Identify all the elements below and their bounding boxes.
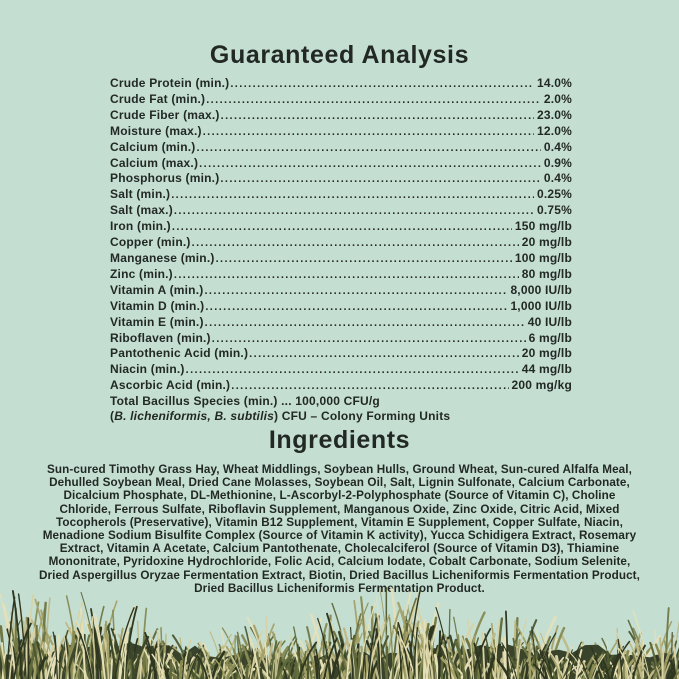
analysis-value: 12.0% (536, 123, 572, 138)
analysis-nutrient-label: Crude Protein (min.) (110, 76, 230, 90)
analysis-row (110, 362, 572, 378)
analysis-value: 8,000 IU/lb (510, 282, 572, 297)
analysis-value: 44 mg/lb (521, 362, 572, 377)
dot-leader (230, 76, 534, 92)
dot-leader (174, 203, 534, 219)
analysis-value: 23.0% (536, 107, 572, 122)
guaranteed-analysis-block (110, 76, 572, 424)
analysis-row (110, 299, 572, 315)
analysis-nutrient-label: Copper (min.) (110, 235, 191, 250)
analysis-nutrient-label: Niacin (min.) (110, 362, 185, 377)
analysis-nutrient-label: Vitamin E (min.) (110, 314, 204, 329)
dot-leader (205, 299, 507, 315)
analysis-row (110, 92, 572, 108)
dot-leader (231, 378, 508, 394)
analysis-nutrient-label: Iron (min.) (110, 219, 171, 234)
ingredients-text: Sun-cured Timothy Grass Hay, Wheat Middlings, Soybean Hulls, Ground Wheat, Sun-cured Alfalfa Meal, Dehulled Soybean Meal, Dried Cane Molasses, Soybean Oil, Salt, Lignin Sulfonate, Calcium Carbonate, Dicalcium Phosphate, DL-Methionine, L-Ascorbyl-2-Polyphosphate (Source of Vitamin C), Choline Chloride, Ferrous Sulfate, Riboflavin Supplement, Manganous Oxide, Zinc Oxide, Citric Acid, Mixed Tocopherols (Preservative), Vitamin B12 Supplement, Vitamin E Supplement, Copper Sulfate, Niacin, Menadione Sodium Bisulfite Complex (Source of Vitamin K activity), Yucca Schidigera Extract, Rosemary Extract, Vitamin A Acetate, Calcium Pantothenate, Cholecalciferol (Source of Vitamin D3), Thiamine Mononitrate, Pyridoxine Hydrochloride, Folic Acid, Calcium Iodate, Cobalt Carbonate, Sodium Selenite, Dried Aspergillus Oryzae Fermentation Extract, Biotin, Dried Bacillus Licheniformis Fermentation Product, Dried Bacillus Licheniformis Fermentation Product. (38, 463, 641, 595)
grass-svg (0, 587, 679, 679)
grass-photo (0, 587, 679, 679)
total-bacillus-line: Total Bacillus Species (min.) ... 100,000 CFU/g (110, 394, 380, 409)
analysis-value: 0.4% (543, 139, 572, 154)
analysis-value: 1,000 IU/lb (510, 298, 572, 313)
analysis-row (110, 283, 572, 299)
analysis-value: 0.9% (543, 155, 572, 170)
analysis-value: 14.0% (536, 76, 572, 90)
analysis-value: 20 mg/lb (521, 346, 572, 361)
dot-leader (196, 140, 540, 156)
dot-leader (192, 235, 519, 251)
analysis-value: 150 mg/lb (514, 219, 572, 234)
analysis-nutrient-label: Riboflaven (min.) (110, 330, 211, 345)
analysis-nutrient-label: Calcium (min.) (110, 139, 196, 154)
analysis-row (110, 346, 572, 362)
analysis-nutrient-label: Manganese (min.) (110, 250, 215, 265)
analysis-nutrient-label: Crude Fiber (max.) (110, 107, 220, 122)
analysis-row (110, 331, 572, 347)
analysis-row (110, 76, 572, 92)
analysis-nutrient-label: Phosphorus (min.) (110, 171, 220, 186)
analysis-value: 0.75% (536, 203, 572, 218)
dot-leader (221, 108, 534, 124)
analysis-value: 20 mg/lb (521, 235, 572, 250)
analysis-row (110, 108, 572, 124)
analysis-row (110, 156, 572, 172)
analysis-nutrient-label: Calcium (max.) (110, 155, 199, 170)
analysis-nutrient-label: Pantothenic Acid (min.) (110, 346, 249, 361)
analysis-row (110, 187, 572, 203)
bacillus-species-italic: B. licheniformis, B. subtilis (114, 409, 275, 424)
analysis-value: 6 mg/lb (528, 330, 572, 345)
analysis-row (110, 124, 572, 140)
analysis-row (110, 140, 572, 156)
dot-leader (204, 283, 507, 299)
analysis-nutrient-label: Vitamin A (min.) (110, 282, 204, 297)
analysis-row (110, 267, 572, 283)
analysis-nutrient-label: Moisture (max.) (110, 123, 202, 138)
analysis-value: 200 mg/kg (511, 378, 572, 393)
cfu-note-line (110, 409, 572, 424)
analysis-row (110, 251, 572, 267)
analysis-nutrient-label: Vitamin D (min.) (110, 298, 205, 313)
analysis-value: 2.0% (543, 91, 572, 106)
analysis-row (110, 219, 572, 235)
cfu-note-suffix: ) CFU – Colony Forming Units (274, 409, 451, 424)
dot-leader (172, 219, 512, 235)
cfu-note-prefix: ( (110, 409, 115, 424)
dot-leader (199, 156, 541, 172)
analysis-value: 0.4% (543, 171, 572, 186)
analysis-row (110, 378, 572, 394)
dot-leader (186, 362, 519, 378)
dot-leader (212, 331, 526, 347)
analysis-row (110, 315, 572, 331)
analysis-value: 0.25% (536, 187, 572, 202)
analysis-value: 40 IU/lb (527, 314, 572, 329)
analysis-nutrient-label: Salt (max.) (110, 203, 173, 218)
dot-leader (171, 187, 534, 203)
analysis-row (110, 171, 572, 187)
analysis-nutrient-label: Salt (min.) (110, 187, 171, 202)
analysis-nutrient-label: Crude Fat (min.) (110, 91, 206, 106)
analysis-nutrient-label: Ascorbic Acid (min.) (110, 378, 231, 393)
dot-leader (216, 251, 512, 267)
guaranteed-analysis-table (110, 76, 572, 394)
analysis-value: 80 mg/lb (521, 266, 572, 281)
guaranteed-analysis-title: Guaranteed Analysis (209, 41, 470, 69)
dot-leader (220, 171, 540, 187)
dot-leader (203, 124, 534, 140)
analysis-value: 100 mg/lb (514, 250, 572, 265)
dot-leader (249, 346, 519, 362)
dot-leader (174, 267, 519, 283)
ingredients-title: Ingredients (268, 426, 411, 454)
analysis-row (110, 203, 572, 219)
analysis-nutrient-label: Zinc (min.) (110, 266, 173, 281)
dot-leader (205, 315, 525, 331)
dot-leader (206, 92, 541, 108)
analysis-row (110, 235, 572, 251)
